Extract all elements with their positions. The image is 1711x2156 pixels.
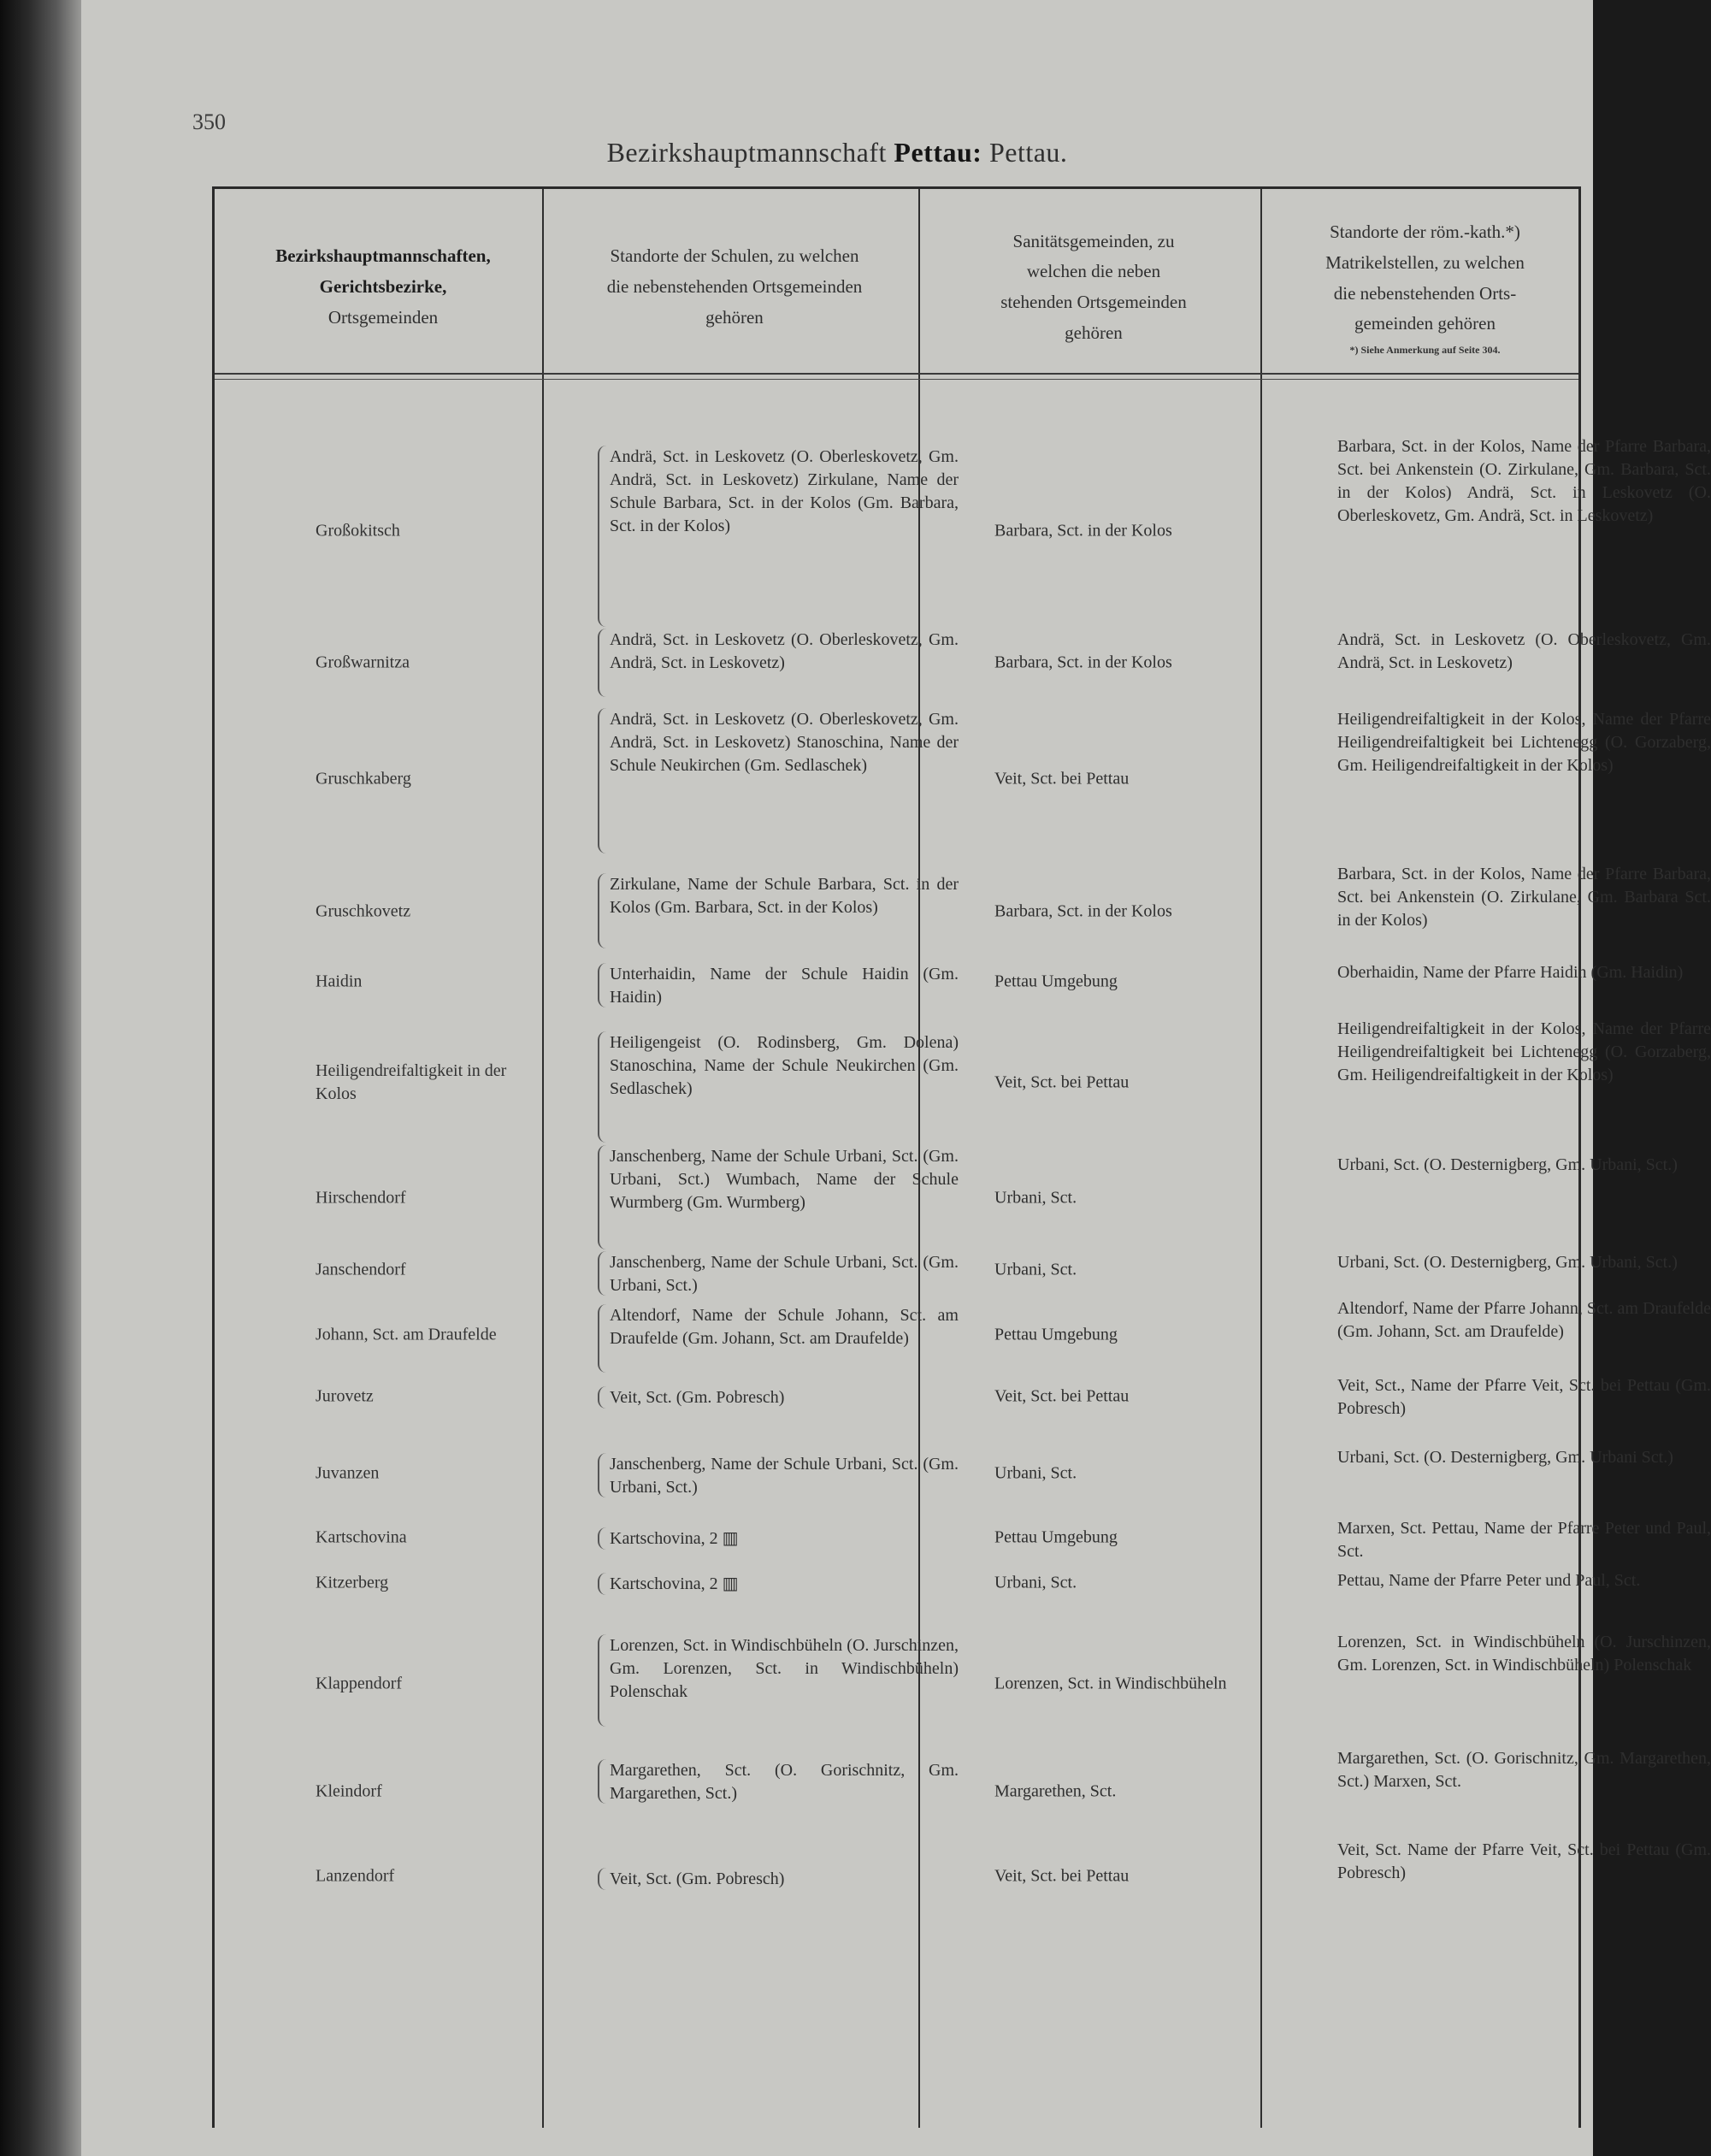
ortsgemeinde: Kitzerberg xyxy=(316,1573,389,1592)
ortsgemeinde: Juvanzen xyxy=(316,1463,380,1483)
matrikelstelle: Veit, Sct., Name der Pfarre Veit, Sct. bei Pettau (Gm. Pobresch) xyxy=(1337,1376,1711,1418)
matrikelstelle: Margarethen, Sct. (O. Gorischnitz, Gm. Margarethen, Sct.) Marxen, Sct. xyxy=(1337,1749,1711,1791)
sanitaetsgemeinde: Urbani, Sct. xyxy=(994,1463,1077,1483)
ortsgemeinde: Johann, Sct. am Draufelde xyxy=(316,1325,497,1344)
ortsgemeinde: Großokitsch xyxy=(316,521,400,540)
column-header-line: Matrikelstellen, zu welchen xyxy=(1325,251,1525,273)
matrikelstelle: Oberhaidin, Name der Pfarre Haidin (Gm. Haidin) xyxy=(1337,963,1684,982)
page-number: 350 xyxy=(192,109,226,134)
header-district: Pettau: xyxy=(894,137,982,168)
matrikelstelle: Marxen, Sct. Pettau, Name der Pfarre Peter und Paul, Sct. xyxy=(1337,1519,1711,1561)
sanitaetsgemeinde: Lorenzen, Sct. in Windischbüheln xyxy=(994,1674,1227,1693)
scanned-page xyxy=(81,0,1711,2156)
ortsgemeinde: Kleindorf xyxy=(316,1781,382,1801)
sanitaetsgemeinde: Veit, Sct. bei Pettau xyxy=(994,1866,1130,1886)
sanitaetsgemeinde: Pettau Umgebung xyxy=(994,1527,1118,1547)
schule: Heiligengeist (O. Rodinsberg, Gm. Dolena) Stanoschina, Name der Schule Neukirchen (Gm. Sedlaschek) xyxy=(610,1033,959,1098)
ortsgemeinde: Großwarnitza xyxy=(316,653,410,672)
matrikelstelle: Pettau, Name der Pfarre Peter und Paul, Sct. xyxy=(1337,1571,1641,1590)
sanitaetsgemeinde: Urbani, Sct. xyxy=(994,1188,1077,1208)
schule: Unterhaidin, Name der Schule Haidin (Gm. Haidin) xyxy=(610,965,959,1007)
book-binding-shadow xyxy=(0,0,81,2156)
ortsgemeinde: Kartschovina xyxy=(316,1527,407,1547)
ortsgemeinde: Jurovetz xyxy=(316,1386,374,1406)
ortsgemeinde: Lanzendorf xyxy=(316,1866,395,1886)
schule: Veit, Sct. (Gm. Pobresch) xyxy=(610,1388,785,1407)
column-divider xyxy=(542,189,544,2128)
gazetteer-table xyxy=(212,186,1711,2128)
ortsgemeinde: Heiligendreifaltigkeit in der Kolos xyxy=(316,1061,507,1103)
sanitaetsgemeinde: Barbara, Sct. in der Kolos xyxy=(994,521,1172,540)
column-header-line: stehenden Ortsgemeinden xyxy=(1000,292,1187,312)
matrikelstelle: Urbani, Sct. (O. Desternigberg, Gm. Urbani Sct.) xyxy=(1337,1448,1673,1467)
schule: Lorenzen, Sct. in Windischbüheln (O. Jurschinzen, Gm. Lorenzen, Sct. in Windischbüheln) Polenschak xyxy=(610,1636,959,1701)
sanitaetsgemeinde: Barbara, Sct. in der Kolos xyxy=(994,901,1172,921)
column-header-line: Bezirkshauptmannschaften, xyxy=(275,245,491,267)
column-header-line: Sanitätsgemeinden, zu xyxy=(1012,230,1175,251)
header-suffix: Pettau. xyxy=(988,137,1068,168)
matrikelstelle: Urbani, Sct. (O. Desternigberg, Gm. Urbani, Sct.) xyxy=(1337,1253,1678,1272)
matrikelstelle: Heiligendreifaltigkeit in der Kolos, Name der Pfarre Heiligendreifaltigkeit bei Lichtenegg (O. Gorzaberg, Gm. Heiligendreifaltigkeit in der Kolos) xyxy=(1337,710,1711,775)
schule: Janschenberg, Name der Schule Urbani, Sct. (Gm. Urbani, Sct.) xyxy=(610,1455,959,1497)
column-header-line: die nebenstehenden Orts- xyxy=(1333,282,1517,304)
sanitaetsgemeinde: Veit, Sct. bei Pettau xyxy=(994,769,1130,789)
column-header-sanitaet xyxy=(931,206,1256,369)
header-prefix: Bezirkshauptmannschaft xyxy=(606,137,887,168)
schule: Margarethen, Sct. (O. Gorischnitz, Gm. Margarethen, Sct.) xyxy=(610,1761,959,1803)
column-header-line: welchen die neben xyxy=(1026,261,1161,282)
schule: Andrä, Sct. in Leskovetz (O. Oberleskovetz, Gm. Andrä, Sct. in Leskovetz) Stanoschina, Name der Schule Neukirchen (Gm. Sedlaschek) xyxy=(610,710,959,775)
header-rule xyxy=(215,373,1578,375)
header-rule xyxy=(215,379,1578,380)
matrikelstelle: Barbara, Sct. in der Kolos, Name der Pfarre Barbara, Sct. bei Ankenstein (O. Zirkulane, Gm. Barbara, Sct. in der Kolos) Andrä, Sct. in Leskovetz (O. Oberleskovetz, Gm. Andrä, Sct. in Leskovetz) xyxy=(1337,437,1711,525)
matrikelstelle: Altendorf, Name der Pfarre Johann, Sct. am Draufelde (Gm. Johann, Sct. am Draufelde) xyxy=(1337,1299,1711,1341)
sanitaetsgemeinde: Veit, Sct. bei Pettau xyxy=(994,1386,1130,1406)
matrikelstelle: Urbani, Sct. (O. Desternigberg, Gm. Urbani, Sct.) xyxy=(1337,1155,1678,1174)
ortsgemeinde: Haidin xyxy=(316,972,363,991)
ortsgemeinde: Gruschkovetz xyxy=(316,901,411,921)
column-divider xyxy=(1260,189,1262,2128)
column-header-line: Gerichtsbezirke, xyxy=(319,276,447,298)
schule: Veit, Sct. (Gm. Pobresch) xyxy=(610,1870,785,1888)
column-header-line: gemeinden gehören xyxy=(1354,313,1496,334)
schule: Janschenberg, Name der Schule Urbani, Sct. (Gm. Urbani, Sct.) Wumbach, Name der Schule Wurmberg (Gm. Wurmberg) xyxy=(610,1147,959,1212)
ortsgemeinde: Janschendorf xyxy=(316,1260,406,1279)
matrikelstelle: Heiligendreifaltigkeit in der Kolos, Name der Pfarre Heiligendreifaltigkeit bei Lichtenegg (O. Gorzaberg, Gm. Heiligendreifaltigkeit in der Kolos) xyxy=(1337,1019,1711,1084)
schule: Kartschovina, 2 ▥ xyxy=(610,1574,739,1593)
schule: Janschenberg, Name der Schule Urbani, Sct. (Gm. Urbani, Sct.) xyxy=(610,1253,959,1295)
column-header-line: gehören xyxy=(1065,322,1123,343)
matrikelstelle: Lorenzen, Sct. in Windischbüheln (O. Jurschinzen, Gm. Lorenzen, Sct. in Windischbüheln) Polenschak xyxy=(1337,1633,1711,1675)
ortsgemeinde: Klappendorf xyxy=(316,1674,403,1693)
matrikelstelle: Barbara, Sct. in der Kolos, Name der Pfarre Barbara, Sct. bei Ankenstein (O. Zirkulane, Gm. Barbara Sct. in der Kolos) xyxy=(1337,865,1711,930)
sanitaetsgemeinde: Pettau Umgebung xyxy=(994,1325,1118,1344)
ortsgemeinde: Hirschendorf xyxy=(316,1188,406,1208)
schule: Altendorf, Name der Schule Johann, Sct. am Draufelde (Gm. Johann, Sct. am Draufelde) xyxy=(610,1306,959,1348)
schule: Andrä, Sct. in Leskovetz (O. Oberleskovetz, Gm. Andrä, Sct. in Leskovetz) xyxy=(610,630,959,672)
schule: Kartschovina, 2 ▥ xyxy=(610,1529,739,1548)
matrikelstelle: Veit, Sct. Name der Pfarre Veit, Sct. bei Pettau (Gm. Pobresch) xyxy=(1337,1840,1711,1882)
sanitaetsgemeinde: Urbani, Sct. xyxy=(994,1573,1077,1592)
column-header-line: Ortsgemeinden xyxy=(327,306,439,328)
footnote-reference: *) Siehe Anmerkung auf Seite 304. xyxy=(1349,343,1501,356)
column-header-matrikel xyxy=(1273,206,1577,369)
sanitaetsgemeinde: Veit, Sct. bei Pettau xyxy=(994,1072,1130,1092)
ortsgemeinde: Gruschkaberg xyxy=(316,769,411,789)
column-header-gemeinden xyxy=(225,206,541,369)
column-header-schulen xyxy=(555,206,914,369)
schule: Andrä, Sct. in Leskovetz (O. Oberleskovetz, Gm. Andrä, Sct. in Leskovetz) Zirkulane, Name der Schule Barbara, Sct. in der Kolos (Gm. Barbara, Sct. in der Kolos) xyxy=(610,447,959,535)
column-header-line: gehören xyxy=(705,306,764,328)
column-header-line: Standorte der Schulen, zu welchen xyxy=(610,245,859,267)
sanitaetsgemeinde: Pettau Umgebung xyxy=(994,972,1118,991)
sanitaetsgemeinde: Margarethen, Sct. xyxy=(994,1781,1117,1801)
column-header-line: Standorte der röm.-kath.*) xyxy=(1330,222,1520,243)
sanitaetsgemeinde: Urbani, Sct. xyxy=(994,1260,1077,1279)
column-header-line: die nebenstehenden Ortsgemeinden xyxy=(606,276,863,298)
page-header xyxy=(81,137,1593,168)
matrikelstelle: Andrä, Sct. in Leskovetz (O. Oberleskovetz, Gm. Andrä, Sct. in Leskovetz) xyxy=(1337,630,1711,672)
sanitaetsgemeinde: Barbara, Sct. in der Kolos xyxy=(994,653,1172,672)
schule: Zirkulane, Name der Schule Barbara, Sct. in der Kolos (Gm. Barbara, Sct. in der Kolos) xyxy=(610,875,959,917)
